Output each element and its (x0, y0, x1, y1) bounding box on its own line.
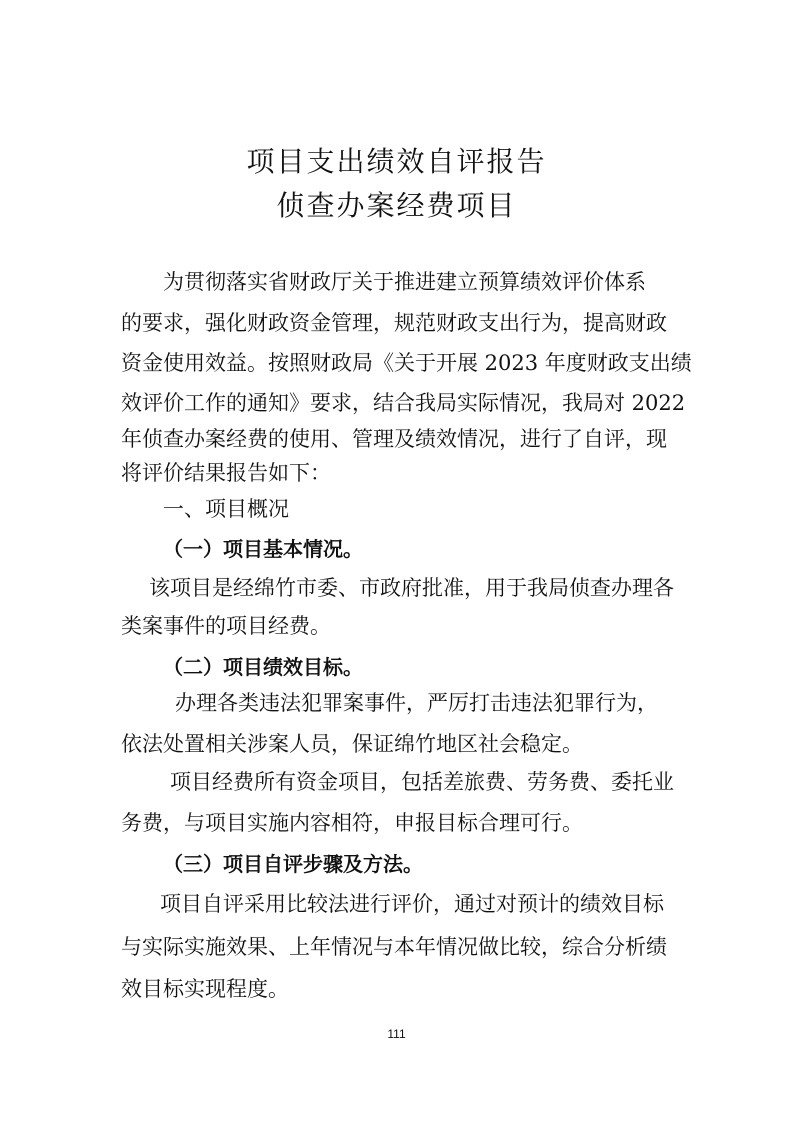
goals-line-3: 项目经费所有资金项目，包括差旅费、劳务费、委托业 (170, 770, 674, 794)
subheading-evaluation-method: （三）项目自评步骤及方法。 (163, 852, 423, 876)
intro-line-5: 年侦查办案经费的使用、管理及绩效情况，进行了自评，现 (121, 427, 667, 451)
method-line-2: 与实际实施效果、上年情况与本年情况做比较，综合分析绩 (121, 935, 667, 959)
method-line-3: 效目标实现程度。 (121, 977, 289, 1001)
section-heading-overview: 一、项目概况 (163, 497, 289, 521)
subheading-performance-goals: （二）项目绩效目标。 (163, 655, 363, 679)
intro-line-2: 的要求，强化财政资金管理，规范财政支出行为，提高财政 (121, 311, 667, 335)
intro-line-6: 将评价结果报告如下： (121, 461, 331, 485)
basic-info-line-1: 该项目是经绵竹市委、市政府批准，用于我局侦查办理各 (149, 576, 674, 600)
goals-line-2: 依法处置相关涉案人员，保证绵竹地区社会稳定。 (121, 732, 583, 756)
basic-info-line-2: 类案事件的项目经费。 (121, 614, 331, 638)
subheading-basic-info: （一）项目基本情况。 (163, 537, 363, 561)
page-number: 111 (387, 1027, 406, 1041)
goals-line-1: 办理各类违法犯罪案事件，严厉打击违法犯罪行为， (175, 691, 658, 715)
document-subtitle: 侦查办案经费项目 (276, 189, 517, 222)
document-title: 项目支出绩效自评报告 (246, 145, 547, 178)
intro-line-4: 效评价工作的通知》要求，结合我局实际情况，我局对 2022 (121, 391, 686, 415)
intro-line-3: 资金使用效益。按照财政局《关于开展 2023 年度财政支出绩 (121, 351, 692, 375)
method-line-1: 项目自评采用比较法进行评价，通过对预计的绩效目标 (160, 892, 664, 916)
intro-line-1: 为贯彻落实省财政厅关于推进建立预算绩效评价体系 (163, 270, 646, 294)
goals-line-4: 务费，与项目实施内容相符，申报目标合理可行。 (121, 811, 583, 835)
